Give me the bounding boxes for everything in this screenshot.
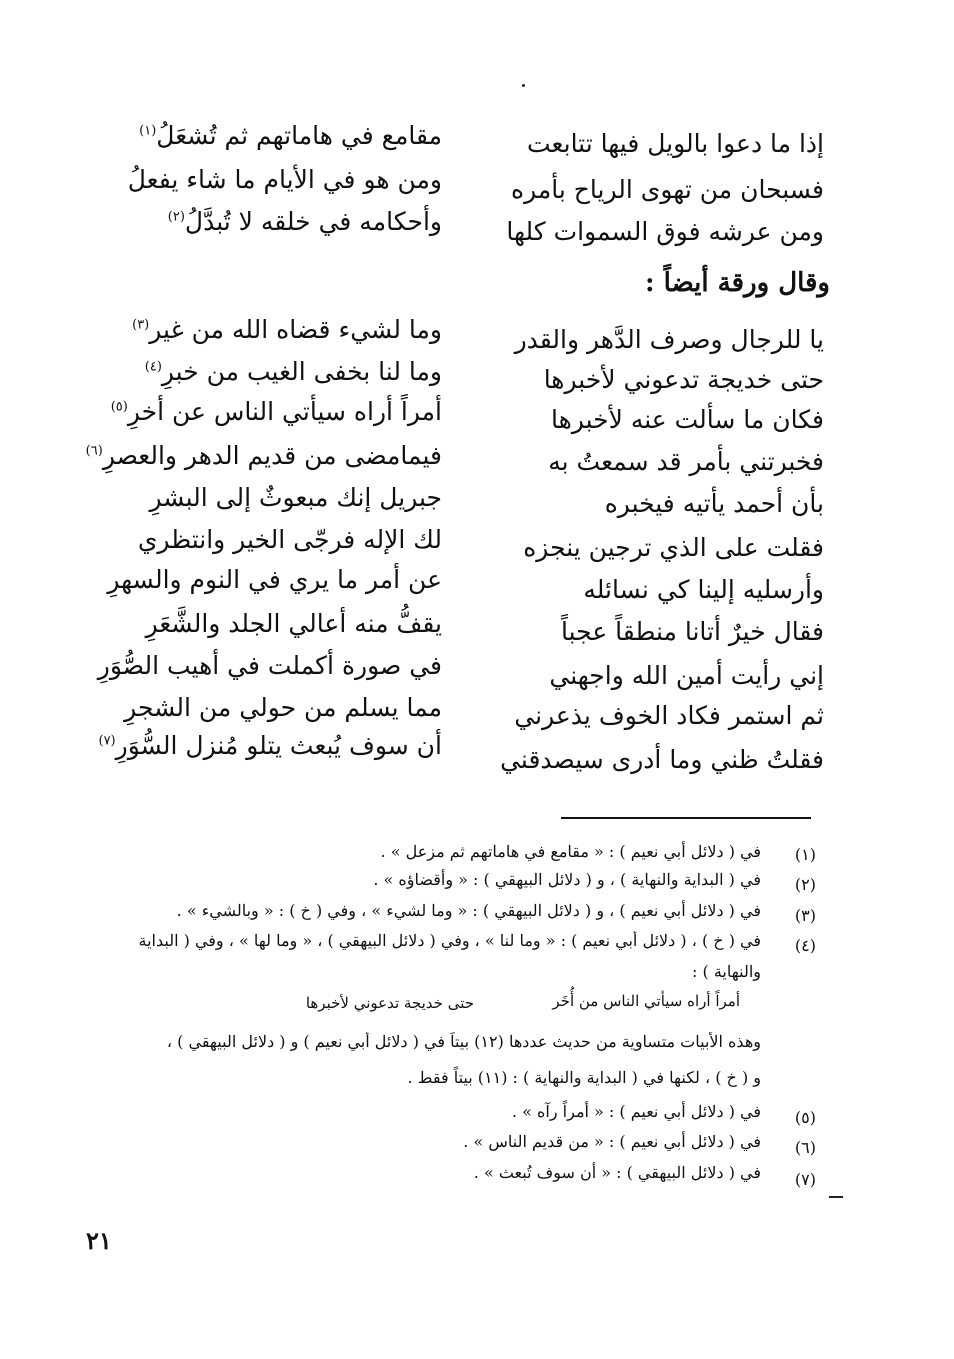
footnote-number: (٥) — [794, 1108, 816, 1127]
footnote-text: في ( خ ) ، ( دلائل أبي نعيم ) : « وما لنا » ، وفي ( دلائل البيهقي ) ، « وما لها » ، وفي ( البداية — [138, 931, 761, 950]
verse-line — [124, 694, 442, 722]
footnote-number: (٤) — [794, 936, 816, 955]
verse-text: مما يسلم من حولي من الشجرِ — [124, 693, 442, 722]
verse-text: فيمامضى من قديم الدهر والعصرِ — [102, 441, 442, 470]
verse-line — [111, 398, 442, 426]
footnote-ref: (٧) — [98, 733, 116, 749]
footnote-ref: (٥) — [110, 399, 128, 415]
footnote-number: (١) — [794, 845, 816, 864]
verse-line: يا للرجال وصرف الدَّهر والقدر — [514, 325, 824, 354]
verse-text: لك الإله فرجّى الخير وانتظري — [137, 525, 442, 554]
verse-line — [138, 526, 442, 554]
verse-line: وأرسليه إلينا كي نسائله — [583, 575, 824, 604]
verse-line: فقال خيرٌ أتانا منطقاً عجباً — [561, 617, 824, 646]
footnote-text: في ( دلائل البيهقي ) : « أن سوف تُبعث » . — [473, 1163, 761, 1182]
verse-line: بأن أحمد يأتيه فيخبره — [604, 489, 824, 518]
verse-line — [139, 122, 442, 150]
verse-line: إني رأيت أمين الله واجهني — [549, 661, 824, 690]
footnote-text: في ( دلائل أبي نعيم ) : « مقامع في هاماتهم ثم مزعل » . — [380, 842, 761, 861]
footnote-ref: (٣) — [132, 317, 150, 333]
verse-text: أمراً أراه سيأتي الناس عن أخرِ — [127, 397, 442, 426]
verse-text: في صورة أكملت في أهيب الصُّوَرِ — [97, 651, 442, 680]
verse-line: ثم استمر فكاد الخوف يذعرني — [514, 701, 824, 730]
margin-mark — [829, 1196, 843, 1198]
verse-line: ومن عرشه فوق السموات كلها — [506, 217, 824, 246]
verse-text: يقفُّ منه أعالي الجلد والشَّعَرِ — [145, 609, 442, 638]
footnote-number: (٧) — [794, 1170, 816, 1189]
verse-line: فقلت على الذي ترجين ينجزه — [523, 533, 824, 562]
verse-text: جبريل إنك مبعوثٌ إلى البشرِ — [149, 483, 442, 512]
verse-line — [150, 484, 443, 512]
footnote-continuation: والنهاية ) : — [692, 962, 761, 981]
verse-line — [145, 358, 442, 386]
footnote-ref: (٤) — [144, 359, 162, 375]
verse-text: وأحكامه في خلقه لا تُبدَّلُ — [184, 207, 442, 236]
footnote-text: في ( دلائل أبي نعيم ) : « من قديم الناس » . — [463, 1132, 761, 1151]
verse-line: إذا ما دعوا بالويل فيها تتابعت — [527, 129, 824, 158]
footnote-ref: (٦) — [85, 443, 103, 459]
footnote-number: (٢) — [794, 875, 816, 894]
page-number: ٢١ — [86, 1226, 112, 1255]
verse-line: فقلتُ ظني وما أدرى سيصدقني — [500, 745, 824, 774]
footnote-number: (٦) — [794, 1138, 816, 1157]
verse-line — [132, 316, 442, 344]
section-heading: وقال ورقة أيضاً : — [645, 268, 830, 298]
verse-line: حتى خديجة تدعوني لأخبرها — [543, 365, 824, 394]
verse-text: وما لنا بخفى الغيب من خبرِ — [161, 357, 442, 386]
footnote-number: (٣) — [794, 906, 816, 925]
footnote-text: في ( البداية والنهاية ) ، و ( دلائل البيهقي ) : « وأقضاؤه » . — [373, 870, 761, 889]
verse-line — [128, 166, 442, 194]
footnote-note-line: و ( خ ) ، لكنها في ( البداية والنهاية ) : (١١) بيتاً فقط . — [407, 1068, 761, 1087]
verse-line — [86, 442, 442, 470]
verse-line — [168, 208, 442, 236]
verse-line: فكان ما سألت عنه لأخبرها — [551, 405, 824, 434]
verse-text: مقامع في هاماتهم ثم تُشعَلُ — [156, 121, 442, 150]
verse-text: وما لشيء قضاه الله من غير — [149, 315, 442, 344]
footnote-divider — [561, 817, 811, 819]
verse-line: فسبحان من تهوى الرياح بأمره — [510, 175, 824, 204]
verse-line — [98, 732, 442, 760]
footnote-ref: (١) — [139, 123, 157, 139]
verse-text: عن أمر ما يري في النوم والسهرِ — [107, 565, 442, 594]
footnote-ref: (٢) — [167, 209, 185, 225]
verse-text: ومن هو في الأيام ما شاء يفعلُ — [127, 165, 442, 194]
verse-text: أن سوف يُبعث يتلو مُنزل السُّوَرِ — [115, 731, 442, 760]
verse-line — [98, 652, 442, 680]
speck — [522, 84, 525, 87]
verse-line — [146, 610, 442, 638]
verse-line: فخبرتني بأمر قد سمعتُ به — [548, 447, 824, 476]
verse-line — [107, 566, 442, 594]
footnote-note-line: وهذه الأبيات متساوية من حديث عددها (١٢) بيتاً في ( دلائل أبي نعيم ) و ( دلائل البيهقي ) ، — [166, 1032, 761, 1051]
quoted-verse-right: حتى خديجة تدعوني لأخبرها — [305, 994, 474, 1012]
quoted-verse-left: أمراً أراه سيأتي الناس من أُخَر — [552, 992, 740, 1010]
footnote-text: في ( دلائل أبي نعيم ) : « أمراً رآه » . — [511, 1102, 761, 1121]
footnote-text: في ( دلائل أبي نعيم ) ، و ( دلائل البيهقي ) : « وما لشيء » ، وفي ( خ ) : « وبالشيء » . — [176, 901, 761, 920]
